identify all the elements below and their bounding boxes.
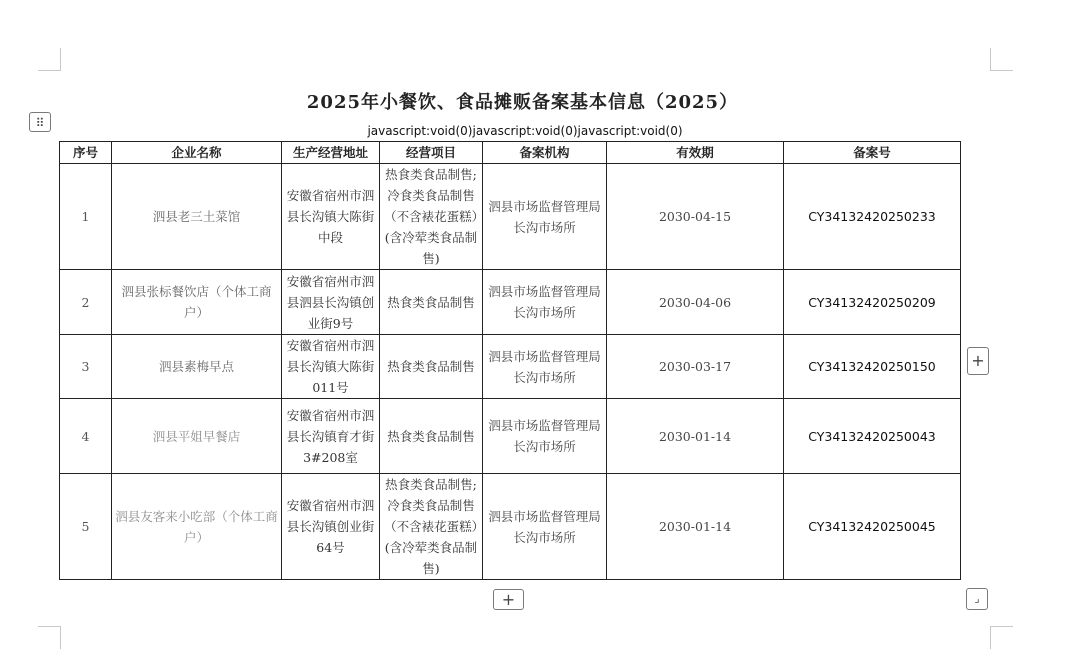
header-record-no: 备案号 xyxy=(784,142,961,164)
cell-filing-org[interactable]: 泗县市场监督管理局长沟市场所 xyxy=(483,164,607,270)
page-corner-mark xyxy=(990,626,1013,649)
cell-address[interactable]: 安徽省宿州市泗县长沟镇创业街64号 xyxy=(282,474,380,580)
cell-business-items[interactable]: 热食类食品制售 xyxy=(380,335,483,399)
cell-filing-org[interactable]: 泗县市场监督管理局长沟市场所 xyxy=(483,270,607,335)
page-corner-mark xyxy=(38,626,61,649)
cell-address[interactable]: 安徽省宿州市泗县长沟镇大陈街011号 xyxy=(282,335,380,399)
cell-seq[interactable]: 4 xyxy=(60,399,112,474)
header-company-name: 企业名称 xyxy=(112,142,282,164)
cell-filing-org[interactable]: 泗县市场监督管理局长沟市场所 xyxy=(483,399,607,474)
cell-company-name[interactable]: 泗县张标餐饮店（个体工商户） xyxy=(112,270,282,335)
cell-company-name[interactable]: 泗县平姐早餐店 xyxy=(112,399,282,474)
cell-business-items[interactable]: 热食类食品制售;冷食类食品制售（不含裱花蛋糕）(含冷荤类食品制售) xyxy=(380,164,483,270)
filing-table xyxy=(59,141,961,580)
header-filing-org: 备案机构 xyxy=(483,142,607,164)
header-seq: 序号 xyxy=(60,142,112,164)
table-header-row xyxy=(60,142,961,164)
cell-record-no[interactable]: CY34132420250209 xyxy=(784,270,961,335)
add-column-button[interactable] xyxy=(967,347,989,375)
page-corner-mark xyxy=(990,48,1013,71)
cell-seq[interactable]: 3 xyxy=(60,335,112,399)
page-corner-mark xyxy=(38,48,61,71)
header-address: 生产经营地址 xyxy=(282,142,380,164)
cell-record-no[interactable]: CY34132420250233 xyxy=(784,164,961,270)
cell-seq[interactable]: 5 xyxy=(60,474,112,580)
cell-company-name[interactable]: 泗县素梅早点 xyxy=(112,335,282,399)
cell-valid-until[interactable]: 2030-04-15 xyxy=(607,164,784,270)
cell-record-no[interactable]: CY34132420250045 xyxy=(784,474,961,580)
javascript-link-text[interactable]: javascript:void(0)javascript:void(0)javascript:void(0) xyxy=(367,124,683,138)
cell-seq[interactable]: 1 xyxy=(60,164,112,270)
plus-icon: + xyxy=(971,351,985,370)
add-row-button[interactable] xyxy=(493,589,524,610)
cell-business-items[interactable]: 热食类食品制售 xyxy=(380,270,483,335)
document-title: 2025年小餐饮、食品摊贩备案基本信息（2025） xyxy=(306,92,739,113)
cell-business-items[interactable]: 热食类食品制售;冷食类食品制售（不含裱花蛋糕）(含冷荤类食品制售) xyxy=(380,474,483,580)
cell-seq[interactable]: 2 xyxy=(60,270,112,335)
cell-business-items[interactable]: 热食类食品制售 xyxy=(380,399,483,474)
cell-valid-until[interactable]: 2030-04-06 xyxy=(607,270,784,335)
cell-company-name[interactable]: 泗县老三土菜馆 xyxy=(112,164,282,270)
cell-record-no[interactable]: CY34132420250150 xyxy=(784,335,961,399)
cell-address[interactable]: 安徽省宿州市泗县长沟镇育才街3#208室 xyxy=(282,399,380,474)
cell-valid-until[interactable]: 2030-03-17 xyxy=(607,335,784,399)
header-valid-until: 有效期 xyxy=(607,142,784,164)
plus-icon: + xyxy=(501,590,516,609)
table-move-handle-icon[interactable]: ⠿ xyxy=(29,112,51,132)
header-business-items: 经营项目 xyxy=(380,142,483,164)
cell-address[interactable]: 安徽省宿州市泗县泗县长沟镇创业街9号 xyxy=(282,270,380,335)
table-row xyxy=(60,335,961,399)
resize-corner-icon: ⌟ xyxy=(974,592,980,605)
table-row xyxy=(60,270,961,335)
cell-valid-until[interactable]: 2030-01-14 xyxy=(607,399,784,474)
cell-filing-org[interactable]: 泗县市场监督管理局长沟市场所 xyxy=(483,335,607,399)
cell-company-name[interactable]: 泗县友客来小吃部（个体工商户） xyxy=(112,474,282,580)
cell-filing-org[interactable]: 泗县市场监督管理局长沟市场所 xyxy=(483,474,607,580)
table-row xyxy=(60,474,961,580)
cell-record-no[interactable]: CY34132420250043 xyxy=(784,399,961,474)
table-row xyxy=(60,399,961,474)
cell-address[interactable]: 安徽省宿州市泗县长沟镇大陈街中段 xyxy=(282,164,380,270)
table-resize-button[interactable] xyxy=(966,588,988,610)
cell-valid-until[interactable]: 2030-01-14 xyxy=(607,474,784,580)
table-row xyxy=(60,164,961,270)
